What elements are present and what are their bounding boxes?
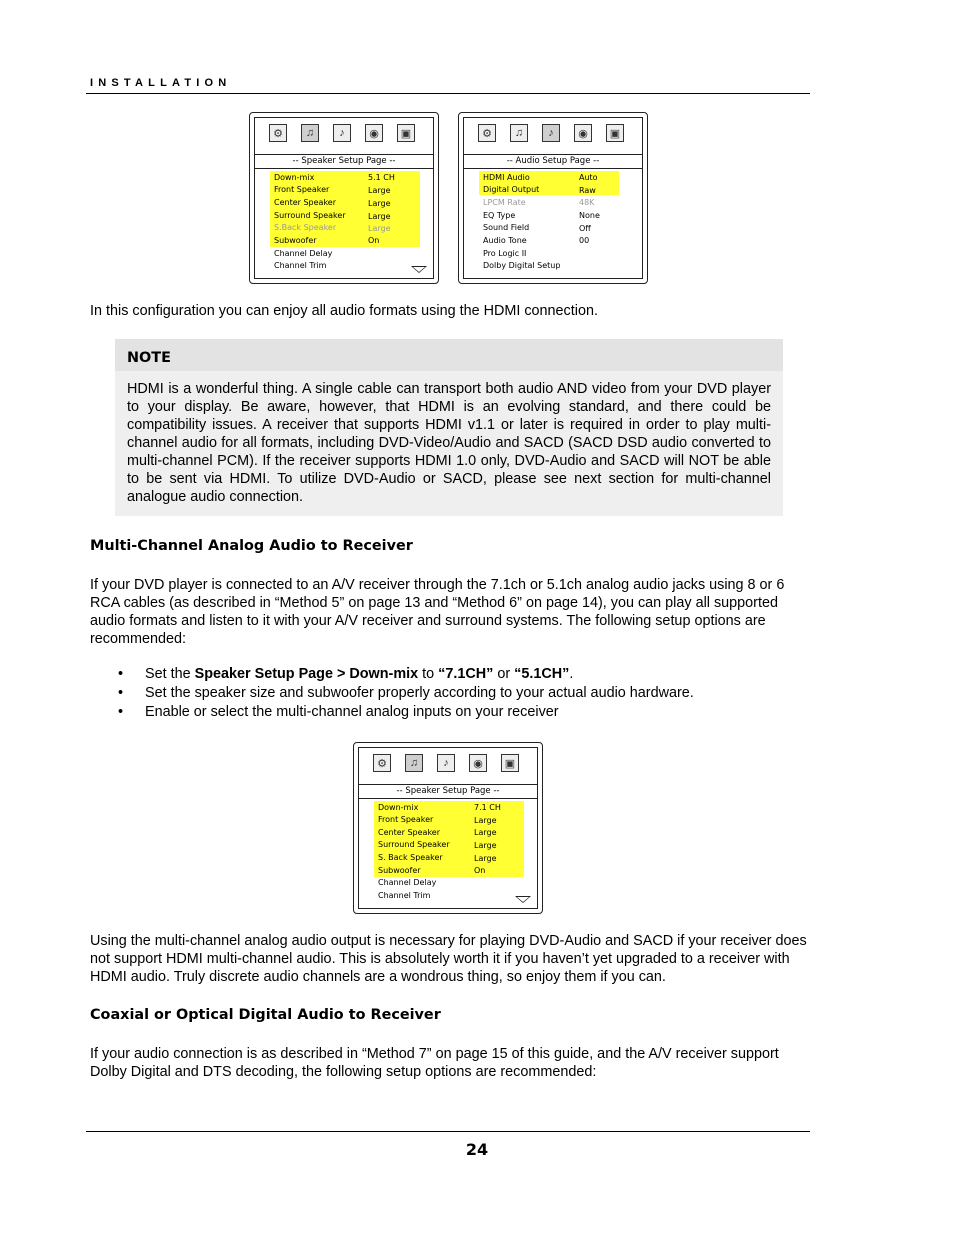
osd-row-label: Surround Speaker — [378, 840, 450, 849]
general-setup-icon: ⚙ — [269, 124, 287, 142]
preference-icon: ▣ — [397, 124, 415, 142]
osd-row-value: Large — [368, 186, 391, 195]
osd-row-label: Channel Trim — [274, 261, 327, 270]
osd-title: -- Audio Setup Page -- — [464, 155, 642, 169]
osd-row-label: S.Back Speaker — [274, 223, 337, 232]
speaker-setup-icon: ♫ — [510, 124, 528, 142]
note-body: HDMI is a wonderful thing. A single cable can transport both audio AND video from your DVD player to your display. Be aware, however, that HDMI is an evolving standard, and there could be compatibility issues. A receiver that supports HDMI v1.1 or later is required in order to play multi-channel audio for all formats, including DVD-Video/Audio and SACD (SACD DSD audio converted to multi-channel PCM). If the receiver supports HDMI 1.0 only, DVD-Audio and SACD will NOT be able to be sent via HDMI. To utilize DVD-Audio or SACD, please see next section for multi-channel analogue audio connection. — [127, 381, 771, 505]
osd-row-value: None — [579, 211, 600, 220]
osd-row-label: Center Speaker — [378, 828, 441, 837]
bullet-icon: • — [118, 704, 124, 720]
osd-row-label: Surround Speaker — [274, 211, 346, 220]
analog-section-paragraph: If your DVD player is connected to an A/V receiver through the 7.1ch or 5.1ch analog audio jacks using 8 or 6 RCA cables (as described in “Method 5” on page 13 and “Method 6” on page 14), you can play all supported audio formats and listen to it with your A/V receiver and surround systems. The following setup options are recommended: — [90, 577, 785, 647]
osd-row-label: Sound Field — [483, 223, 530, 232]
osd-row-label: Down-mix — [274, 173, 315, 182]
osd-row-label: Subwoofer — [274, 236, 317, 245]
speaker-setup-screen-middle — [353, 742, 543, 914]
osd-title: -- Speaker Setup Page -- — [359, 785, 537, 799]
osd-row-value: Large — [368, 212, 391, 221]
osd-row-value: Large — [474, 828, 497, 837]
osd-row-value: 00 — [579, 236, 590, 245]
osd-row-label: Down-mix — [378, 803, 419, 812]
osd-row-value: Large — [474, 841, 497, 850]
audio-setup-icon: ♪ — [542, 124, 560, 142]
osd-row-label: Audio Tone — [483, 236, 527, 245]
list-item — [118, 685, 818, 704]
recommendation-list — [118, 666, 818, 723]
hdmi-config-paragraph: In this configuration you can enjoy all audio formats using the HDMI connection. — [90, 303, 598, 319]
video-setup-icon: ◉ — [365, 124, 383, 142]
osd-icon-bar — [359, 748, 537, 785]
digital-section-heading: Coaxial or Optical Digital Audio to Receiver — [90, 1007, 441, 1023]
osd-row-value: On — [368, 236, 380, 245]
preference-icon: ▣ — [501, 754, 519, 772]
speaker-setup-screen-left — [249, 112, 439, 284]
osd-row-label: Subwoofer — [378, 866, 421, 875]
osd-row-label: Front Speaker — [274, 185, 330, 194]
osd-row-label: Pro Logic II — [483, 249, 527, 258]
video-setup-icon: ◉ — [574, 124, 592, 142]
analog-section-heading: Multi-Channel Analog Audio to Receiver — [90, 538, 413, 554]
digital-section-paragraph: If your audio connection is as described in “Method 7” on page 15 of this guide, and the A/V receiver support Dolby Digital and DTS decoding, the following setup options are recommended: — [90, 1046, 779, 1080]
speaker-setup-icon: ♫ — [301, 124, 319, 142]
osd-row-label: Digital Output — [483, 185, 540, 194]
osd-row-value: Large — [368, 224, 391, 233]
osd-row-label: Channel Delay — [378, 878, 437, 887]
osd-row-value: Auto — [579, 173, 598, 182]
bullet-icon: • — [118, 666, 124, 682]
osd-row-value: Raw — [579, 186, 596, 195]
audio-setup-screen — [458, 112, 648, 284]
osd-row-value: 7.1 CH — [474, 803, 501, 812]
bullet-icon: • — [118, 685, 124, 701]
video-setup-icon: ◉ — [469, 754, 487, 772]
osd-icon-bar — [464, 118, 642, 155]
list-item-text: Enable or select the multi-channel analog inputs on your receiver — [145, 704, 559, 720]
scroll-down-arrow-icon — [515, 896, 531, 903]
general-setup-icon: ⚙ — [478, 124, 496, 142]
osd-row-value: On — [474, 866, 486, 875]
osd-row-value: 5.1 CH — [368, 173, 395, 182]
audio-setup-icon: ♪ — [437, 754, 455, 772]
osd-row-label: LPCM Rate — [483, 198, 526, 207]
note-header — [115, 339, 783, 371]
section-label: INSTALLATION — [90, 77, 232, 89]
list-item-text: Set the Speaker Setup Page > Down-mix to “7.1CH” or “5.1CH”. — [145, 666, 574, 682]
audio-setup-icon: ♪ — [333, 124, 351, 142]
page-number: 24 — [465, 1140, 489, 1159]
osd-row-value: Large — [474, 816, 497, 825]
note-title: NOTE — [127, 350, 171, 366]
header-rule — [86, 93, 810, 94]
osd-row-value: 48K — [579, 198, 595, 207]
osd-row-label: HDMI Audio — [483, 173, 530, 182]
osd-title: -- Speaker Setup Page -- — [255, 155, 433, 169]
osd-row-label: Channel Trim — [378, 891, 431, 900]
osd-row-label: Dolby Digital Setup — [483, 261, 561, 270]
osd-row-label: Center Speaker — [274, 198, 337, 207]
speaker-setup-icon: ♫ — [405, 754, 423, 772]
osd-row-label: Channel Delay — [274, 249, 333, 258]
analog-followup-paragraph: Using the multi-channel analog audio output is necessary for playing DVD-Audio and SACD if your receiver does not support HDMI multi-channel audio. This is absolutely worth it if you haven’t yet upgraded to a receiver with HDMI audio. Truly discrete audio channels are a wondrous thing, so enjoy them if you can. — [90, 933, 807, 985]
osd-row-value: Off — [579, 224, 591, 233]
osd-row-label: Front Speaker — [378, 815, 434, 824]
list-item-text: Set the speaker size and subwoofer properly according to your actual audio hardware. — [145, 685, 694, 701]
footer-rule — [86, 1131, 810, 1132]
osd-row-label: S. Back Speaker — [378, 853, 443, 862]
note-box — [115, 339, 783, 516]
general-setup-icon: ⚙ — [373, 754, 391, 772]
preference-icon: ▣ — [606, 124, 624, 142]
osd-icon-bar — [255, 118, 433, 155]
osd-row-value: Large — [368, 199, 391, 208]
scroll-down-arrow-icon — [411, 266, 427, 273]
osd-row-value: Large — [474, 854, 497, 863]
osd-row-label: EQ Type — [483, 211, 516, 220]
list-item — [118, 666, 818, 685]
list-item — [118, 704, 818, 723]
